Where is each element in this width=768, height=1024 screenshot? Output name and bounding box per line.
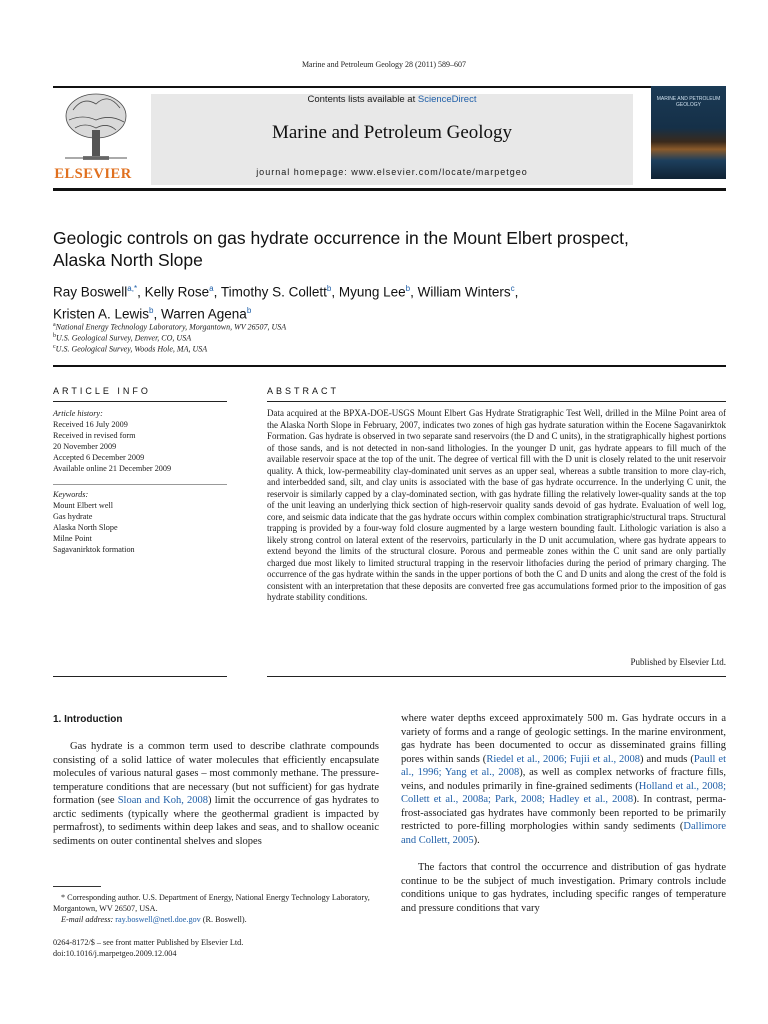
history-label: Article history: — [53, 409, 103, 418]
section-heading: 1. Introduction — [53, 714, 123, 725]
author-name: Kristen A. Lewis — [53, 306, 150, 321]
author-name: Ray Boswell — [53, 284, 128, 300]
footnote-rule — [53, 886, 101, 887]
abstract-text: Data acquired at the BPXA-DOE-USGS Mount Elbert Gas Hydrate Stratigraphic Test Well, drilled in the Milne Point area of the Alaska North Slope in February, 2007, indicates two zones of high gas hydrate saturation within the Eocene Sagavanirktok Formation. Gas hydrate is observed in two separate sand reservoirs (the D and C units), in the stratigraphically highest portions of those sands, and is not detected in non-sand lithologies. In the younger D unit, gas hydrate appears to fill much of the available reservoir space at the top of the unit. The degree of vertical fill with the D unit is closely related to the unit reservoir quality. A thick, low-permeability clay-dominated unit serves as an upper seal, whereas a subtle transition to more clay-rich, and interbedded sand, silt, and clay units is associated with the base of gas hydrate occurrence. In the underlying C unit, the reservoir is similarly capped by a clay-dominated section, with gas hydrate filling the relatively lower-quality sands at the top of the unit leaving an underlying thick section of high-reservoir quality sands devoid of gas hydrate. Evaluation of well log, core, and seismic data indicate that the gas hydrate occurs within complex combination stratigraphic/structural traps. Structural trapping is provided by a four-way fold closure augmented by a large western bounding fault. Lithologic variation is also a likely strong control on lateral extent of the reservoirs, particularly in the D unit accumulation, where gas hydrate appears to extend beyond the limits of the structural closure. Porous and permeable zones within the C unit sand are only partially charged due most likely to limited structural trapping in the reservoir lithofacies during the period of primary charging. The occurrence of the gas hydrate within the sands in the upper portions of both the C and D units and along the crest of the fold is consistent with an interpretation that these deposits are converted free gas accumulations formed prior to the imposition of gas hydrate stability conditions. — [267, 408, 726, 602]
contents-line — [151, 94, 633, 105]
author-affil-mark[interactable]: b — [405, 284, 411, 293]
citation-link[interactable]: Dallimore and Collett, 2005 — [401, 821, 726, 846]
author-name: Warren Agena — [161, 306, 247, 321]
history-item: Available online 21 December 2009 — [53, 463, 172, 473]
header-top-rule — [53, 86, 726, 88]
article-title-line1: Geologic controls on gas hydrate occurrence in the Mount Elbert prospect, — [53, 228, 629, 248]
author-affil-mark[interactable]: c — [510, 284, 515, 293]
history-item: Received in revised form — [53, 430, 136, 440]
keyword: Milne Point — [53, 533, 92, 543]
abstract-bottom-rule — [267, 676, 726, 677]
citation-link[interactable]: Holland et al., 2008; Collett et al., 2008a; Park, 2008; Hadley et al., 2008 — [401, 780, 726, 806]
citation-link[interactable]: Riedel et al., 2006; Fujii et al., 2008 — [486, 753, 641, 765]
elsevier-tree-icon — [53, 86, 139, 166]
author-affil-mark[interactable]: b — [326, 284, 332, 293]
affiliation: $^a$National Energy Technology Laboratory, Morgantown, WV 26507, USA — [53, 322, 287, 332]
article-info-bottom-rule — [53, 676, 227, 677]
article-title-line2: Alaska North Slope — [53, 250, 203, 270]
author-name: Kelly Rose — [144, 284, 210, 300]
history-item: Received 16 July 2009 — [53, 419, 128, 429]
affiliation: $^c$U.S. Geological Survey, Woods Hole, MA, USA — [53, 344, 208, 354]
author-list: Ray Boswell$^{a,*}$, Kelly Rose$^a$, Timothy S. Collett$^b$, Myung Lee$^b$, William Winters$^c$, Kristen A. Lewis$^b$, Warren Agena$^b$ — [53, 284, 519, 321]
keyword: Sagavanirktok formation — [53, 544, 135, 554]
issn-line: 0264-8172/$ – see front matter Published by Elsevier Ltd. — [53, 938, 244, 947]
article-title — [53, 227, 713, 271]
journal-homepage[interactable]: journal homepage: www.elsevier.com/locate/marpetgeo — [256, 167, 528, 177]
citation-link[interactable]: Sloan and Koh, 2008 — [117, 795, 209, 807]
front-matter — [53, 937, 379, 959]
abstract-heading: ABSTRACT — [267, 386, 340, 396]
article-history — [53, 409, 228, 474]
footnote: * Corresponding author. U.S. Department of Energy, National Energy Technology Laboratory, Morgantown, WV 26507, USA. E-mail address: ray.boswell@netl.doe.gov (R. Boswell). — [53, 892, 379, 925]
history-item: 20 November 2009 — [53, 441, 117, 451]
author-name: Timothy S. Collett — [220, 284, 327, 300]
article-info-heading: ARTICLE INFO — [53, 386, 151, 396]
doi-line[interactable]: doi:10.1016/j.marpetgeo.2009.12.004 — [53, 949, 177, 958]
corresponding-author: * Corresponding author. U.S. Department of Energy, National Energy Technology Laboratory, Morgantown, WV 26507, USA. — [53, 893, 370, 913]
keyword: Alaska North Slope — [53, 522, 118, 532]
author-name: William Winters — [417, 284, 511, 300]
intro-paragraph-2: The factors that control the occurrence and distribution of gas hydrate continue to be the subject of much investigation. Primary controls include conditions unique to gas hydrates, including specific ranges of temperature and pressure conditions that vary — [401, 862, 726, 914]
author-affil-mark[interactable]: b — [246, 305, 252, 315]
keyword: Mount Elbert well — [53, 500, 114, 510]
elsevier-wordmark: ELSEVIER — [54, 166, 132, 182]
keywords — [53, 490, 228, 555]
header-bottom-rule — [53, 188, 726, 191]
email-link[interactable]: ray.boswell@netl.doe.gov — [115, 915, 201, 924]
running-header: Marine and Petroleum Geology 28 (2011) 589–607 — [301, 60, 467, 69]
author-affil-mark[interactable]: a — [209, 284, 214, 293]
citation-link[interactable]: Paull et al., 1996; Yang et al., 2008 — [401, 753, 726, 779]
abstract-rule — [267, 401, 726, 402]
contents-prefix: Contents lists available at — [307, 94, 418, 105]
email-label: E-mail address: — [61, 915, 116, 924]
keyword: Gas hydrate — [53, 511, 93, 521]
history-item: Accepted 6 December 2009 — [53, 452, 145, 462]
journal-cover-text: MARINE AND PETROLEUM GEOLOGY — [656, 96, 721, 108]
keywords-label: Keywords: — [53, 490, 89, 499]
journal-title: Marine and Petroleum Geology — [271, 122, 513, 143]
author-name: Myung Lee — [338, 284, 406, 300]
article-info-rule — [53, 401, 227, 402]
intro-paragraph-1-cont: where water depths exceed approximately 500 m. Gas hydrate occurs in a variety of forms and a range of geologic settings. In the marine environment, gas hydrate has been documented to occur as disseminated grains filling pores within sands (Riedel et al., 2006; Fujii et al., 2008) and muds (Paull et al., 1996; Yang et al., 2008), as well as complex networks of fracture fills, veins, and nodules primarily in fine-grained sediments (Holland et al., 2008; Collett et al., 2008a; Park, 2008; Hadley et al., 2008). In contrast, perma-frost-associated gas hydrates have commonly been reported to be primarily restricted to pore-filling morphologies within sandy sediments (Dallimore and Collett, 2005). — [401, 713, 727, 846]
author-affil-mark[interactable]: a,* — [127, 284, 138, 293]
sciencedirect-link[interactable]: ScienceDirect — [417, 94, 477, 105]
published-by: Published by Elsevier Ltd. — [630, 657, 726, 667]
keywords-divider — [53, 484, 227, 485]
intro-paragraph-1: Gas hydrate is a common term used to describe clathrate compounds consisting of a solid lattice of water molecules that efficiently encapsulate molecules of various natural gases – most commonly methane. The pressure-temperature conditions that are necessary (but not sufficient) for gas hydrate formation (see Sloan and Koh, 2008) limit the occurrence of gas hydrates to arctic sediments (typically where the geothermal gradient is impacted by permafrost), to sediments within deep lakes and seas, and to shallow oceanic sediments on outer continental shelves and slopes — [53, 741, 380, 847]
affiliation: $^b$U.S. Geological Survey, Denver, CO, USA — [53, 333, 192, 343]
section-rule — [53, 365, 726, 367]
author-affil-mark[interactable]: b — [149, 305, 154, 315]
